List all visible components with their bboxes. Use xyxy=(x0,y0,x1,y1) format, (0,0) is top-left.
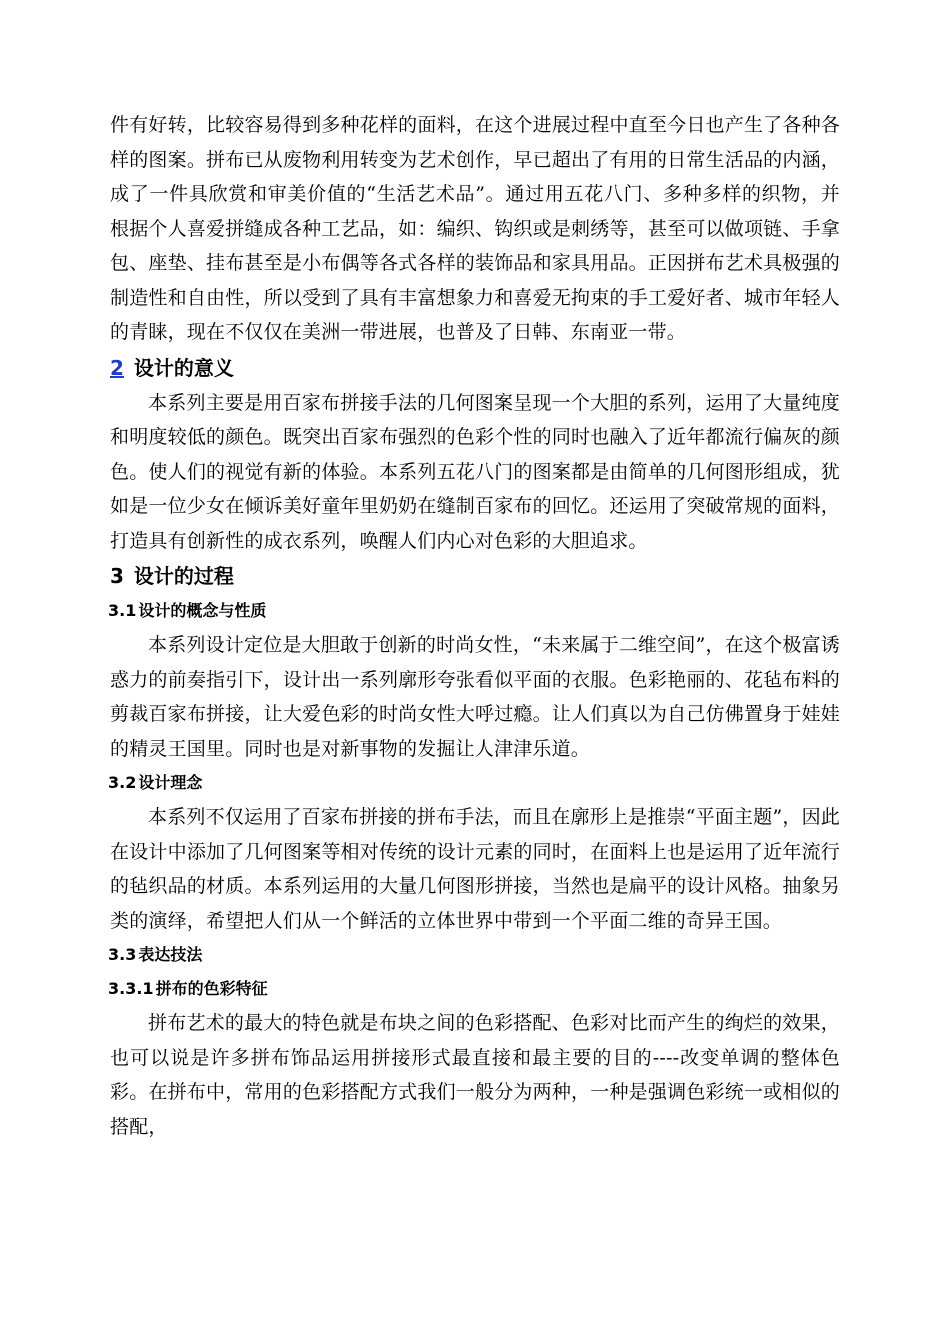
section-3-heading xyxy=(110,558,840,594)
section-2-title: 设计的意义 xyxy=(133,355,234,380)
section-3-1-heading xyxy=(108,594,840,628)
section-3-1-number: 3.1 xyxy=(108,601,137,620)
document-page xyxy=(110,108,840,1144)
section-2-heading xyxy=(110,350,840,386)
section-3-1-title: 设计的概念与性质 xyxy=(138,601,267,620)
section-3-3-heading xyxy=(108,938,840,972)
section-3-2-title: 设计理念 xyxy=(138,773,203,792)
section-2-number-link[interactable]: 2 xyxy=(110,355,124,380)
intro-paragraph: 件有好转，比较容易得到多种花样的面料，在这个进展过程中直至今日也产生了各种各样的图案。拼布已从废物利用转变为艺术创作，早已超出了有用的日常生活品的内涵，成了一件具欣赏和审美价值的“生活艺术品”。通过用五花八门、多种多样的织物，并根据个人喜爱拼缝成各种工艺品，如：编织、钩织或是刺绣等，甚至可以做项链、手拿包、座垫、挂布甚至是小布偶等各式各样的装饰品和家具用品。正因拼布艺术具极强的制造性和自由性，所以受到了具有丰富想象力和喜爱无拘束的手工爱好者、城市年轻人的青睐，现在不仅仅在美洲一带进展，也普及了日韩、东南亚一带。 xyxy=(110,114,840,343)
section-3-1-paragraph: 本系列设计定位是大胆敢于创新的时尚女性，“未来属于二维空间”，在这个极富诱惑力的前奏指引下，设计出一系列廓形夸张看似平面的衣服。色彩艳丽的、花毡布料的剪裁百家布拼接，让大爱色彩的时尚女性大呼过瘾。让人们真以为自己仿佛置身于娃娃的精灵王国里。同时也是对新事物的发掘让人津津乐道。 xyxy=(110,634,840,760)
section-3-3-1-number: 3.3.1 xyxy=(108,979,154,998)
section-3-3-title: 表达技法 xyxy=(138,945,203,964)
section-3-number: 3 xyxy=(110,564,124,588)
section-3-2-number: 3.2 xyxy=(108,773,137,792)
section-3-3-1-title: 拼布的色彩特征 xyxy=(155,979,268,998)
section-3-3-1-paragraph: 拼布艺术的最大的特色就是布块之间的色彩搭配、色彩对比而产生的绚烂的效果，也可以说是许多拼布饰品运用拼接形式最直接和最主要的目的----改变单调的整体色彩。在拼布中，常用的色彩搭配方式我们一般分为两种，一种是强调色彩统一或相似的搭配， xyxy=(110,1012,840,1138)
section-2-paragraph: 本系列主要是用百家布拼接手法的几何图案呈现一个大胆的系列，运用了大量纯度和明度较低的颜色。既突出百家布强烈的色彩个性的同时也融入了近年都流行偏灰的颜色。使人们的视觉有新的体验。本系列五花八门的图案都是由简单的几何图形组成，犹如是一位少女在倾诉美好童年里奶奶在缝制百家布的回忆。还运用了突破常规的面料，打造具有创新性的成衣系列，唤醒人们内心对色彩的大胆追求。 xyxy=(110,391,840,552)
section-3-title: 设计的过程 xyxy=(133,564,234,588)
section-3-3-1-heading xyxy=(108,972,840,1006)
section-3-2-heading xyxy=(108,766,840,800)
section-3-3-number: 3.3 xyxy=(108,945,137,964)
section-3-2-paragraph: 本系列不仅运用了百家布拼接的拼布手法，而且在廓形上是推崇“平面主题”，因此在设计中添加了几何图案等相对传统的设计元素的同时，在面料上也是运用了近年流行的毡织品的材质。本系列运用的大量几何图形拼接，当然也是扁平的设计风格。抽象另类的演绎，希望把人们从一个鲜活的立体世界中带到一个平面二维的奇异王国。 xyxy=(110,806,840,932)
